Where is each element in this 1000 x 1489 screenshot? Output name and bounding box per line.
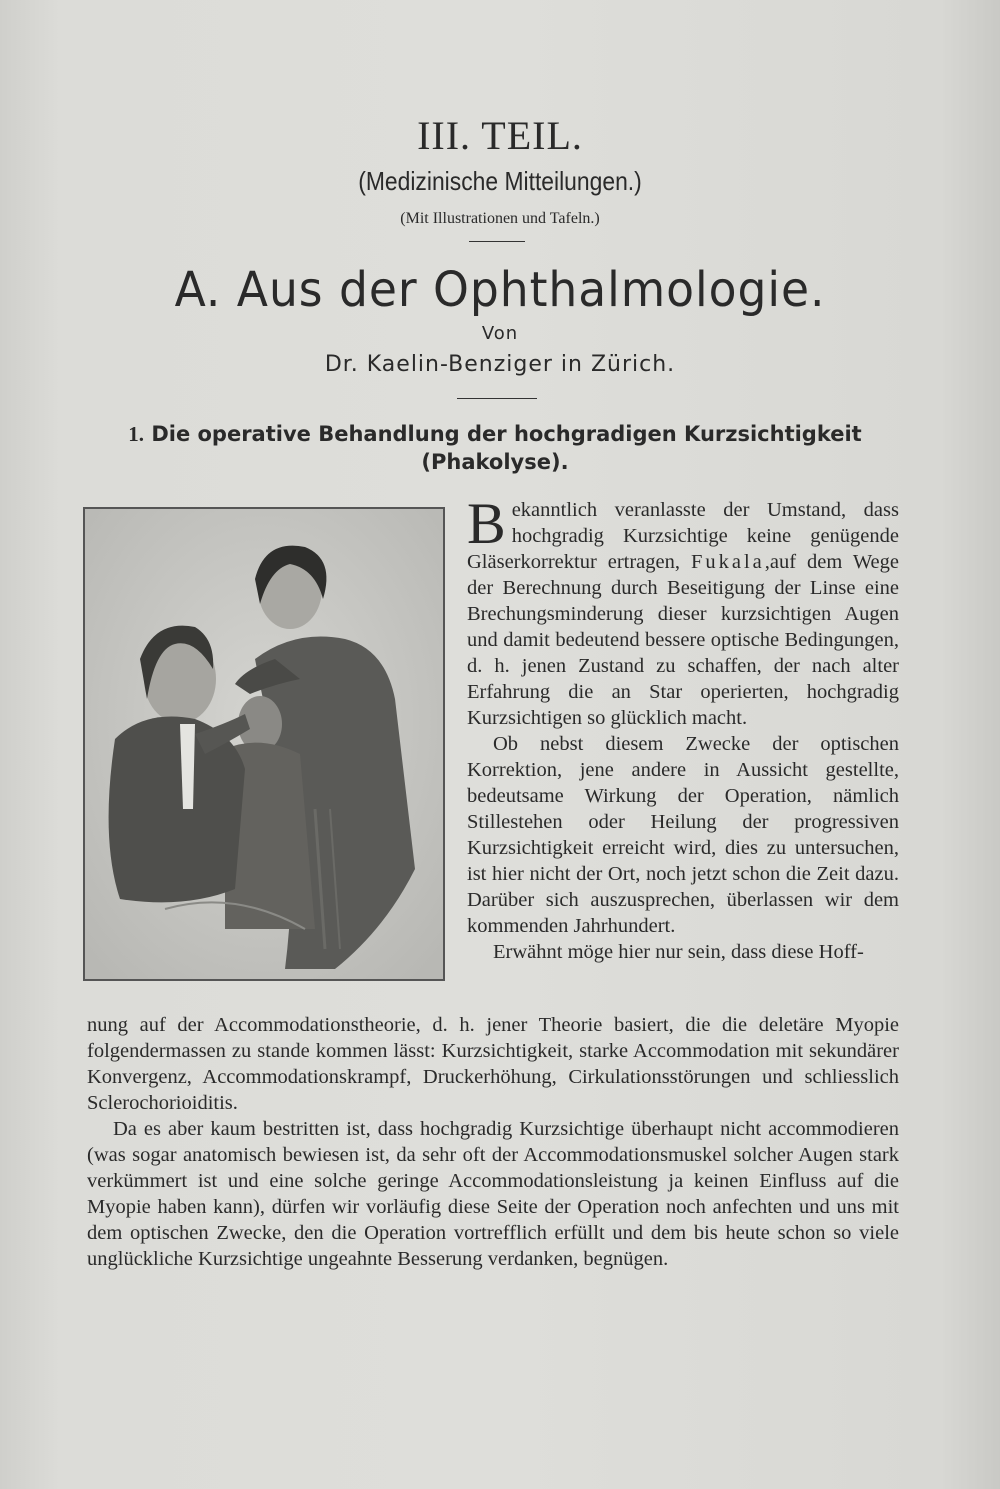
drop-cap: B (467, 491, 506, 556)
divider-rule (469, 241, 525, 242)
section-title: Die operative Behandlung der hochgradigen Kurzsichtigkeit (Phakolyse). (151, 422, 862, 474)
paragraph-3-continued: nung auf der Accommodationstheorie, d. h. jener Theorie basiert, die die deletäre Myopie folgendermassen zu stande kommen lässt: Kurzsichtigkeit, starke Accommodation mit sekundärer Konvergenz, Accommodationskrampf, Druckerhöhung, Cirkulationsstörungen und schliesslich Sclerochorioiditis. (87, 1014, 899, 1114)
paragraph-1-text-start: ekanntlich veranlasste der Umstand, dass hochgradig Kurzsichtige keine genügende Gläserkorrektur ertragen, (467, 499, 899, 573)
section-number: 1. (128, 422, 144, 446)
paragraph-3-start: Erwähnt möge hier nur sein, dass diese Hoff- (493, 941, 864, 963)
part-title: III. TEIL. (417, 113, 583, 158)
text-full-width (87, 1012, 899, 1272)
part-subtitle: (Medizinische Mitteilungen.) (358, 166, 642, 196)
text-column-right (467, 491, 899, 965)
paragraph-1-text-end: ,auf dem Wege der Berechnung durch Beseitigung der Linse eine Brechungsminderung dieser kurzsichtigen Augen und damit bedeutend bessere optische Bedingungen, d. h. jenen Zustand zu schaffen, der nach alter Erfahrung die an Star operierten, hochgradig Kurzsichtigen so glücklich macht. (467, 551, 899, 729)
chapter-title: A. Aus der Ophthalmologie. (174, 262, 826, 318)
illustration-figure (83, 507, 445, 981)
illustrations-note: (Mit Illustrationen und Tafeln.) (400, 210, 600, 227)
paragraph-2: Ob nebst diesem Zwecke der optischen Korrektion, jene andere in Aussicht gestellte, bedeutsame Wirkung der Operation, nämlich Stillestehen oder Heilung der progressiven Kurzsichtigkeit erreicht wird, dies zu untersuchen, ist hier nicht der Ort, noch jetzt schon die Zeit dazu. Darüber sich auszusprechen, überlassen wir dem kommenden Jahrhundert. (467, 733, 899, 937)
author-line: Dr. Kaelin-Benziger in Zürich. (324, 352, 676, 377)
author-name-fukala: Fukala (690, 551, 765, 573)
byline-von: Von (481, 323, 519, 344)
section-heading (100, 420, 890, 476)
divider-rule (457, 398, 537, 399)
engraving-illustration (85, 509, 443, 979)
paragraph-4: Da es aber kaum bestritten ist, dass hochgradig Kurzsichtige überhaupt nicht accommodieren (was sogar anatomisch bewiesen ist, da sehr oft der Accommodationsmuskel solcher Augen stark verkümmert ist und eine solche geringe Accommodationsleistung ja keinen Einfluss auf die Myopie haben kann), dürfen wir vorläufig diese Seite der Operation noch anfechten und uns mit dem optischen Zwecke, den die Operation vortrefflich erfüllt und dem bis heute schon so viele unglückliche Kurzsichtige ungeahnte Besserung verdanken, begnügen. (87, 1118, 899, 1270)
paragraph-1 (467, 491, 899, 731)
